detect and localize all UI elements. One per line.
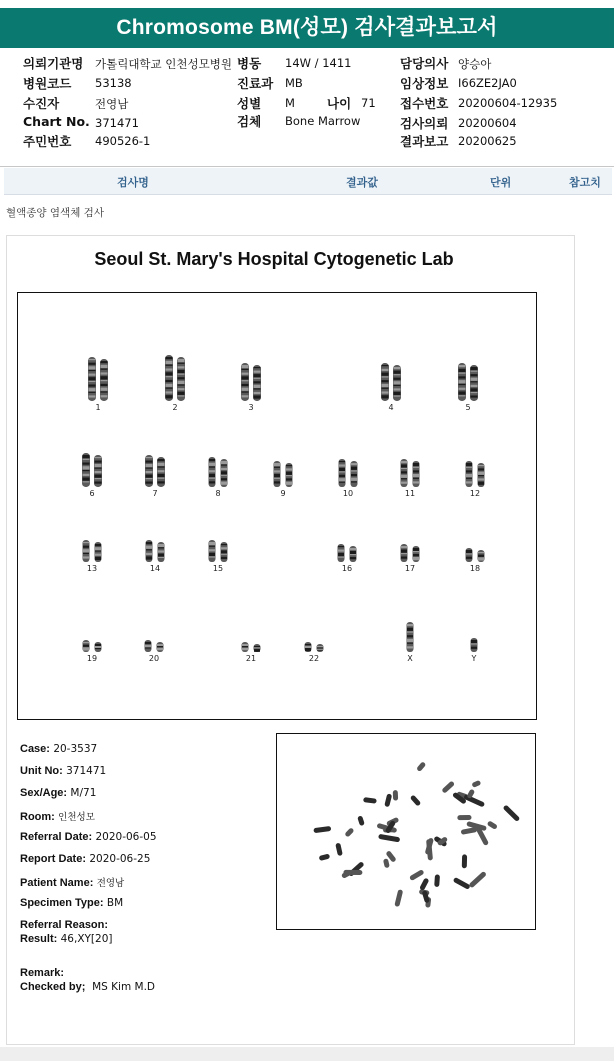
metaphase-chromosome	[441, 780, 455, 793]
dept-label: 진료과	[237, 76, 274, 91]
metaphase-chromosome	[313, 826, 331, 833]
chromosome-label-7: 7	[152, 489, 158, 498]
chromosome-label-Y: Y	[471, 654, 477, 663]
case-row: Case: 20-3537	[20, 743, 98, 755]
chromosome-label-14: 14	[149, 564, 161, 573]
chromosome-pair-10	[339, 459, 358, 487]
accession-label: 접수번호	[400, 96, 449, 111]
footer-bar	[0, 1047, 614, 1061]
chromosome-label-2: 2	[172, 403, 178, 412]
col-test-name: 검사명	[117, 176, 149, 189]
req-org-label: 의뢰기관명	[23, 56, 84, 71]
metaphase-chromosome	[335, 843, 343, 857]
specimen-value: Bone Marrow	[285, 114, 361, 128]
specimen-type-row: Specimen Type: BM	[20, 897, 124, 909]
metaphase-chromosome	[409, 869, 425, 881]
chromosome-label-17: 17	[404, 564, 416, 573]
report-date-row: Report Date: 2020-06-25	[20, 853, 151, 865]
chromosome-label-21: 21	[245, 654, 257, 663]
test-name: 혈액종양 염색체 검사	[6, 207, 104, 219]
dept-value: MB	[285, 76, 303, 90]
accession-value: 20200604-12935	[458, 96, 558, 110]
col-result: 결과값	[346, 176, 378, 189]
metaphase-spread-image	[277, 734, 535, 929]
metaphase-chromosome	[319, 853, 331, 861]
chromosome-pair-12	[466, 461, 485, 487]
chromosome-label-10: 10	[342, 489, 354, 498]
hosp-code-label: 병원코드	[23, 76, 72, 91]
chromosome-label-8: 8	[215, 489, 221, 498]
chromosome-pair-11	[401, 459, 420, 487]
chromosome-pair-3	[241, 363, 261, 401]
karyotype-report	[6, 235, 575, 1045]
metaphase-chromosome	[416, 761, 426, 772]
chromosome-pair-2	[165, 355, 185, 401]
metaphase-chromosome	[344, 827, 354, 837]
chromosome-pair-7	[145, 455, 165, 487]
metaphase-chromosome	[471, 780, 481, 788]
chromosome-label-11: 11	[404, 489, 416, 498]
metaphase-chromosome	[453, 877, 471, 890]
chromosome-label-16: 16	[341, 564, 353, 573]
sexage-value: M/71	[70, 787, 97, 799]
karyogram-panel	[17, 292, 537, 720]
id-label: 주민번호	[23, 134, 72, 149]
chromosome-pair-1	[88, 357, 108, 401]
chromosome-pair-21	[242, 642, 261, 652]
chromosome-pair-16	[338, 544, 357, 562]
chromosome-label-15: 15	[212, 564, 224, 573]
chromosome-pair-22	[305, 642, 324, 652]
metaphase-chromosome	[487, 820, 498, 830]
chart-value: 371471	[95, 116, 139, 130]
patient-label: 수진자	[23, 96, 60, 111]
chart-label: Chart No.	[23, 114, 90, 129]
checked-by-row: Checked by; MS Kim M.D	[20, 981, 156, 993]
unit-value: 371471	[66, 765, 107, 777]
report-date-value: 20200625	[458, 134, 517, 148]
sexage-row: Sex/Age: M/71	[20, 787, 97, 799]
ward-value: 14W / 1411	[285, 56, 352, 70]
chromosome-pair-18	[466, 548, 485, 562]
chromosome-label-19: 19	[86, 654, 98, 663]
specimen-label: 검체	[237, 114, 262, 129]
doctor-label: 담당의사	[400, 56, 449, 71]
metaphase-chromosome	[410, 794, 422, 806]
lab-title: Seoul St. Mary's Hospital Cytogenetic Lab	[94, 249, 454, 269]
specimen-type-value: BM	[106, 897, 124, 909]
chromosome-label-13: 13	[86, 564, 98, 573]
req-date-value: 20200604	[458, 116, 517, 130]
chromosome-label-1: 1	[95, 403, 101, 412]
referral-date-value: 2020-06-05	[95, 831, 157, 843]
chromosome-pair-17	[401, 544, 420, 562]
room-value: 인천성모	[58, 812, 95, 823]
report-title: Chromosome BM(성모) 검사결과보고서	[116, 16, 498, 39]
req-date-label: 검사의뢰	[400, 116, 449, 131]
chromosome-pair-9	[274, 461, 293, 487]
metaphase-chromosome	[383, 858, 390, 868]
doctor-value: 양승아	[458, 57, 492, 71]
report-date-value: 2020-06-25	[89, 853, 151, 865]
chromosome-pair-4	[381, 363, 401, 401]
karyogram-image	[18, 293, 536, 719]
chromosome-pair-5	[458, 363, 478, 401]
chromosome-pair-Y	[471, 638, 478, 652]
metaphase-chromosome	[462, 854, 467, 868]
chromosome-label-3: 3	[248, 403, 254, 412]
metaphase-chromosome	[457, 815, 471, 820]
clinical-value: I66ZE2JA0	[458, 76, 517, 90]
referral-reason-row: Referral Reason:	[20, 919, 109, 931]
patient-name-row: Patient Name: 전영남	[20, 877, 125, 889]
result-value: 46,XY[20]	[60, 933, 113, 945]
chromosome-pair-8	[209, 457, 228, 487]
divider	[0, 166, 614, 167]
metaphase-chromosome	[378, 834, 400, 843]
chromosome-label-12: 12	[469, 489, 481, 498]
report-title-bar	[0, 8, 614, 48]
hosp-code-value: 53138	[95, 76, 132, 90]
chromosome-label-9: 9	[280, 489, 286, 498]
chromosome-pair-6	[82, 453, 102, 487]
patient-value: 전영남	[95, 97, 129, 111]
metaphase-chromosome	[419, 877, 429, 891]
report-date-label: 결과보고	[400, 134, 449, 149]
metaphase-chromosome	[384, 793, 392, 807]
metaphase-chromosome	[357, 815, 365, 826]
chromosome-pair-X	[407, 622, 414, 652]
metaphase-chromosome	[434, 874, 440, 887]
result-column-header	[4, 168, 612, 195]
metaphase-chromosome	[393, 790, 398, 801]
result-row: Result: 46,XY[20]	[20, 933, 113, 945]
col-unit: 단위	[490, 176, 512, 189]
chromosome-label-6: 6	[89, 489, 95, 498]
age-label: 나이	[327, 96, 352, 111]
metaphase-chromosome	[363, 797, 377, 804]
metaphase-chromosome	[503, 804, 521, 822]
chromosome-pair-15	[209, 540, 228, 562]
chromosome-pair-20	[145, 640, 164, 652]
metaphase-chromosome	[425, 838, 434, 855]
age-value: 71	[361, 96, 376, 110]
metaphase-chromosome	[468, 871, 487, 889]
unit-row: Unit No: 371471	[20, 765, 107, 777]
sex-label: 성별	[237, 96, 262, 111]
chromosome-label-5: 5	[465, 403, 471, 412]
chromosome-pair-14	[146, 540, 165, 562]
col-reference: 참고치	[569, 176, 601, 189]
chromosome-label-4: 4	[388, 403, 394, 412]
metaphase-chromosome	[394, 889, 403, 907]
chromosome-label-20: 20	[148, 654, 160, 663]
req-org-value: 가톨릭대학교 인천성모병원	[95, 57, 232, 71]
chromosome-label-22: 22	[308, 654, 320, 663]
patient-name-value: 전영남	[96, 878, 125, 889]
chromosome-label-X: X	[407, 654, 413, 663]
case-value: 20-3537	[53, 743, 98, 755]
id-value: 490526-1	[95, 134, 151, 148]
metaphase-chromosome	[463, 794, 485, 808]
sex-value: M	[285, 96, 295, 110]
metaphase-image-panel	[276, 733, 536, 930]
remark-row: Remark:	[20, 967, 65, 979]
referral-date-row: Referral Date: 2020-06-05	[20, 831, 157, 843]
clinical-label: 임상정보	[400, 76, 449, 91]
chromosome-pair-13	[83, 540, 102, 562]
room-row: Room: 인천성모	[20, 811, 95, 823]
ward-label: 병동	[237, 56, 262, 71]
chromosome-label-18: 18	[469, 564, 481, 573]
chromosome-pair-19	[83, 640, 102, 652]
checked-by-value: MS Kim M.D	[92, 981, 156, 993]
